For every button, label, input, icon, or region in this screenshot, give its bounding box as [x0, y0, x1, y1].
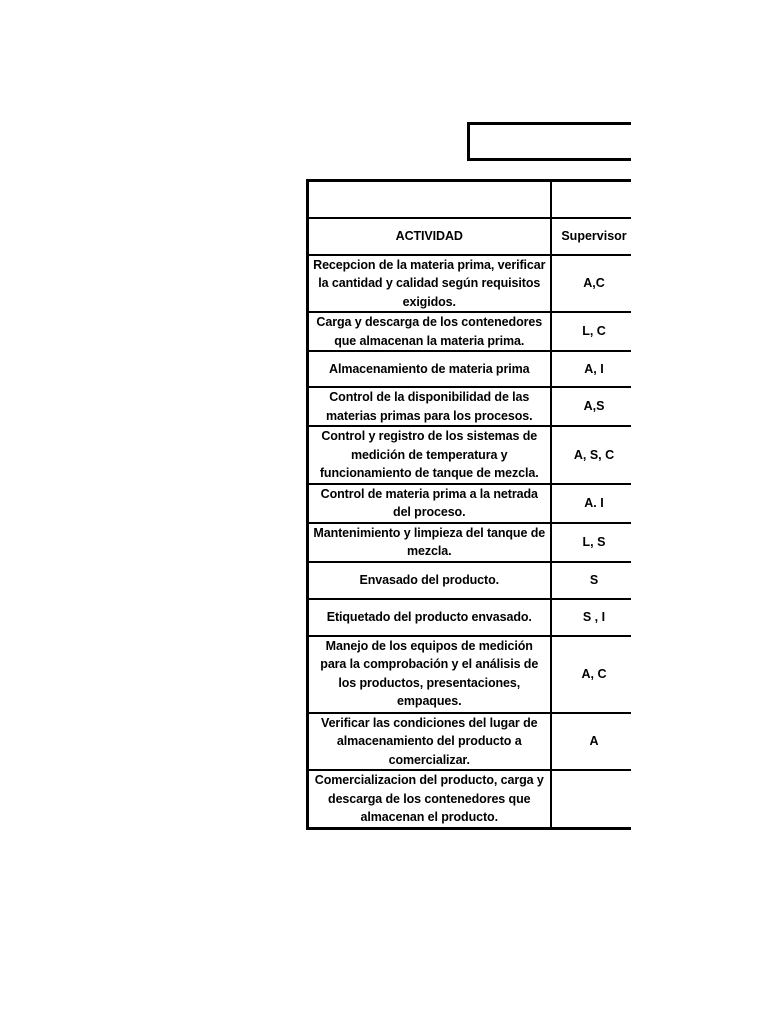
supervisor-cell: S , I	[551, 599, 632, 636]
table-row	[308, 426, 632, 484]
activity-cell: Envasado del producto.	[308, 562, 551, 599]
supervisor-cell: A, S, C	[551, 426, 632, 484]
table-row	[308, 770, 632, 828]
table-row	[308, 484, 632, 523]
blank-header-cell	[308, 181, 551, 218]
supervisor-cell: L, C	[551, 312, 632, 351]
blank-header-row	[308, 181, 632, 218]
activity-cell: Recepcion de la materia prima, verificar la cantidad y calidad según requisitos exigidos.	[308, 255, 551, 313]
activity-cell: Almacenamiento de materia prima	[308, 351, 551, 387]
blank-header-cell	[551, 181, 632, 218]
title-box	[467, 122, 631, 161]
activity-cell: Verificar las condiciones del lugar de almacenamiento del producto a comercializar.	[308, 713, 551, 771]
activity-cell: Control de materia prima a la netrada del proceso.	[308, 484, 551, 523]
column-header-row	[308, 218, 632, 255]
table-row	[308, 255, 632, 313]
supervisor-column-header: Supervisor	[551, 218, 632, 255]
supervisor-cell: L, S	[551, 523, 632, 562]
supervisor-cell	[551, 770, 632, 828]
activity-cell: Comercializacion del producto, carga y descarga de los contenedores que almacenan el producto.	[308, 770, 551, 828]
table-row	[308, 523, 632, 562]
supervisor-cell: A, I	[551, 351, 632, 387]
table-row	[308, 562, 632, 599]
table-row	[308, 713, 632, 771]
activity-cell: Etiquetado del producto envasado.	[308, 599, 551, 636]
table-row	[308, 312, 632, 351]
activity-column-header: ACTIVIDAD	[308, 218, 551, 255]
table-row	[308, 636, 632, 713]
activity-cell: Mantenimiento y limpieza del tanque de mezcla.	[308, 523, 551, 562]
table-row	[308, 387, 632, 426]
activity-cell: Manejo de los equipos de medición para la comprobación y el análisis de los productos, presentaciones, empaques.	[308, 636, 551, 713]
activity-cell: Carga y descarga de los contenedores que almacenan la materia prima.	[308, 312, 551, 351]
activity-table	[306, 179, 631, 830]
activity-matrix	[306, 179, 631, 830]
supervisor-cell: A. I	[551, 484, 632, 523]
activity-cell: Control de la disponibilidad de las materias primas para los procesos.	[308, 387, 551, 426]
activity-cell: Control y registro de los sistemas de medición de temperatura y funcionamiento de tanque de mezcla.	[308, 426, 551, 484]
table-row	[308, 599, 632, 636]
supervisor-cell: S	[551, 562, 632, 599]
supervisor-cell: A, C	[551, 636, 632, 713]
supervisor-cell: A,S	[551, 387, 632, 426]
supervisor-cell: A	[551, 713, 632, 771]
supervisor-cell: A,C	[551, 255, 632, 313]
table-row	[308, 351, 632, 387]
